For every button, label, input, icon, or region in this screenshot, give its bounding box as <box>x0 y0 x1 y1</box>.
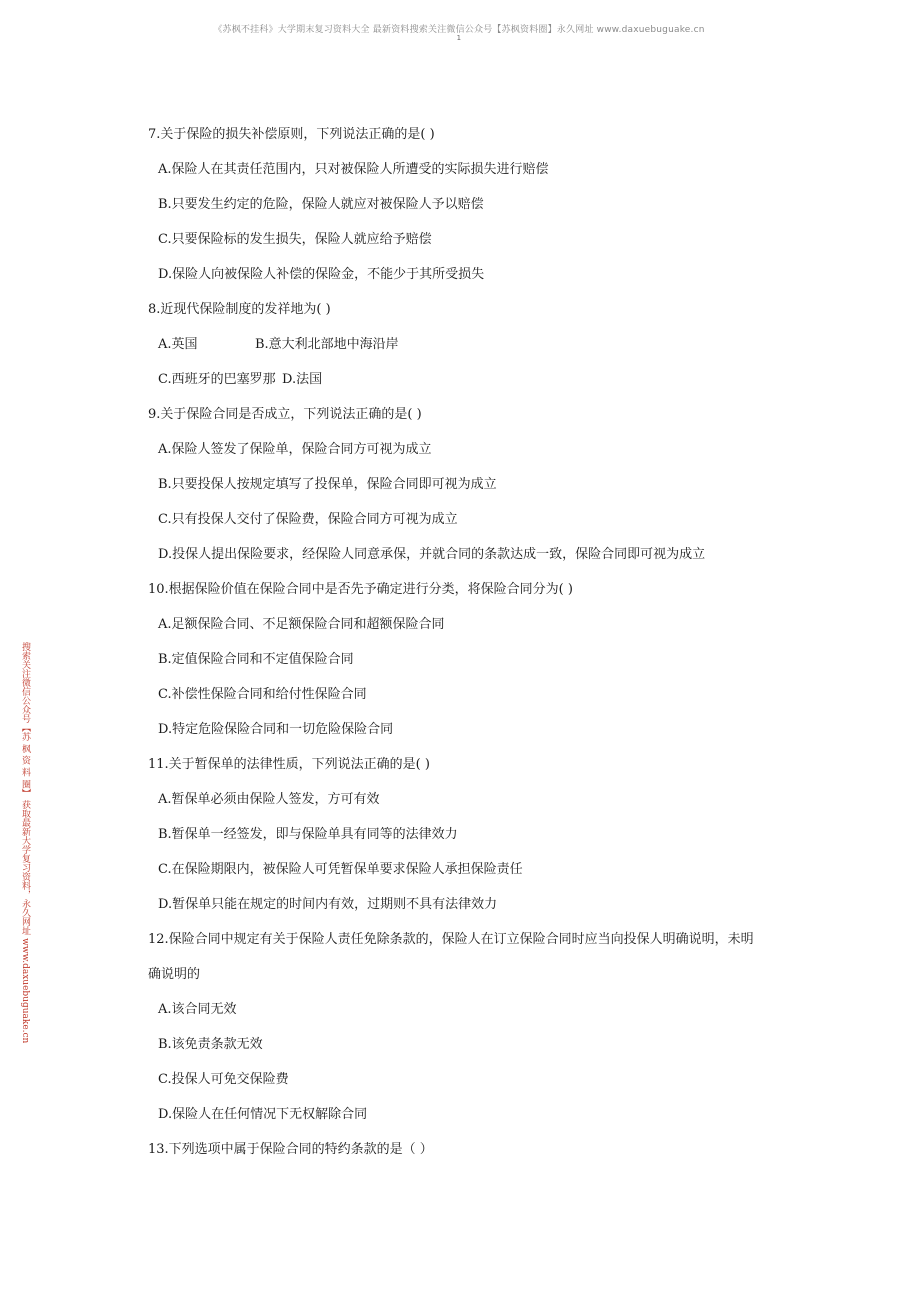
question-8: 8.近现代保险制度的发祥地为( ) <box>148 302 331 317</box>
q12-option-b: B.该免责条款无效 <box>158 1037 263 1052</box>
side-watermark-text: 搜索关注微信公众号【苏 枫 资 料 圈】 获取最新大学复习资料，永久网址 www.daxuebuguake.cn <box>20 642 30 1044</box>
q11-option-b: B.暂保单一经签发，即与保险单具有同等的法律效力 <box>158 827 458 842</box>
q11-option-a: A.暂保单必须由保险人签发，方可有效 <box>158 792 380 807</box>
q9-option-c: C.只有投保人交付了保险费，保险合同方可视为成立 <box>158 512 458 527</box>
q12-option-a: A.该合同无效 <box>158 1002 237 1017</box>
q7-option-a: A.保险人在其责任范围内，只对被保险人所遭受的实际损失进行赔偿 <box>158 162 549 177</box>
question-list <box>148 117 788 1167</box>
q8-option-b: B.意大利北部地中海沿岸 <box>255 337 399 352</box>
question-13: 13.下列选项中属于保险合同的特约条款的是（ ） <box>148 1142 433 1157</box>
q7-option-b: B.只要发生约定的危险，保险人就应对被保险人予以赔偿 <box>158 197 484 212</box>
q11-option-c: C.在保险期限内，被保险人可凭暂保单要求保险人承担保险责任 <box>158 862 523 877</box>
q10-option-b: B.定值保险合同和不定值保险合同 <box>158 652 354 667</box>
q9-option-b: B.只要投保人按规定填写了投保单，保险合同即可视为成立 <box>158 477 497 492</box>
question-7: 7.关于保险的损失补偿原则，下列说法正确的是( ) <box>148 127 435 142</box>
q9-option-a: A.保险人签发了保险单，保险合同方可视为成立 <box>158 442 432 457</box>
q12-option-d: D.保险人在任何情况下无权解除合同 <box>158 1107 368 1122</box>
q10-option-d: D.特定危险保险合同和一切危险保险合同 <box>158 722 394 737</box>
q7-option-d: D.保险人向被保险人补偿的保险金，不能少于其所受损失 <box>158 267 485 282</box>
question-9: 9.关于保险合同是否成立，下列说法正确的是( ) <box>148 407 422 422</box>
q11-option-d: D.暂保单只能在规定的时间内有效，过期则不具有法律效力 <box>158 897 498 912</box>
q8-options-row-2 <box>148 362 788 397</box>
question-11: 11.关于暂保单的法律性质，下列说法正确的是( ) <box>148 757 430 772</box>
q9-option-d: D.投保人提出保险要求，经保险人同意承保，并就合同的条款达成一致，保险合同即可视为成立 <box>158 547 706 562</box>
q7-option-c: C.只要保险标的发生损失，保险人就应给予赔偿 <box>158 232 432 247</box>
question-12: 12.保险合同中规定有关于保险人责任免除条款的，保险人在订立保险合同时应当向投保人明确说明，未明 <box>148 932 754 947</box>
question-10: 10.根据保险价值在保险合同中是否先予确定进行分类，将保险合同分为( ) <box>148 582 573 597</box>
q10-option-c: C.补偿性保险合同和给付性保险合同 <box>158 687 367 702</box>
header-text: 《苏枫不挂科》大学期末复习资料大全 最新资料搜索关注微信公众号【苏枫资料圈】永久网址 www.daxuebuguake.cn <box>213 25 705 35</box>
page-header <box>0 22 918 41</box>
q8-option-d: D.法国 <box>282 372 323 387</box>
q10-option-a: A.足额保险合同、不足额保险合同和超额保险合同 <box>158 617 445 632</box>
header-mark: 1 <box>456 34 462 42</box>
question-12-continued: 确说明的 <box>148 967 201 982</box>
q12-option-c: C.投保人可免交保险费 <box>158 1072 289 1087</box>
q8-option-a: A.英国 <box>158 337 198 352</box>
q8-options-row-1 <box>148 327 788 362</box>
q8-option-c: C.西班牙的巴塞罗那 <box>158 372 276 387</box>
